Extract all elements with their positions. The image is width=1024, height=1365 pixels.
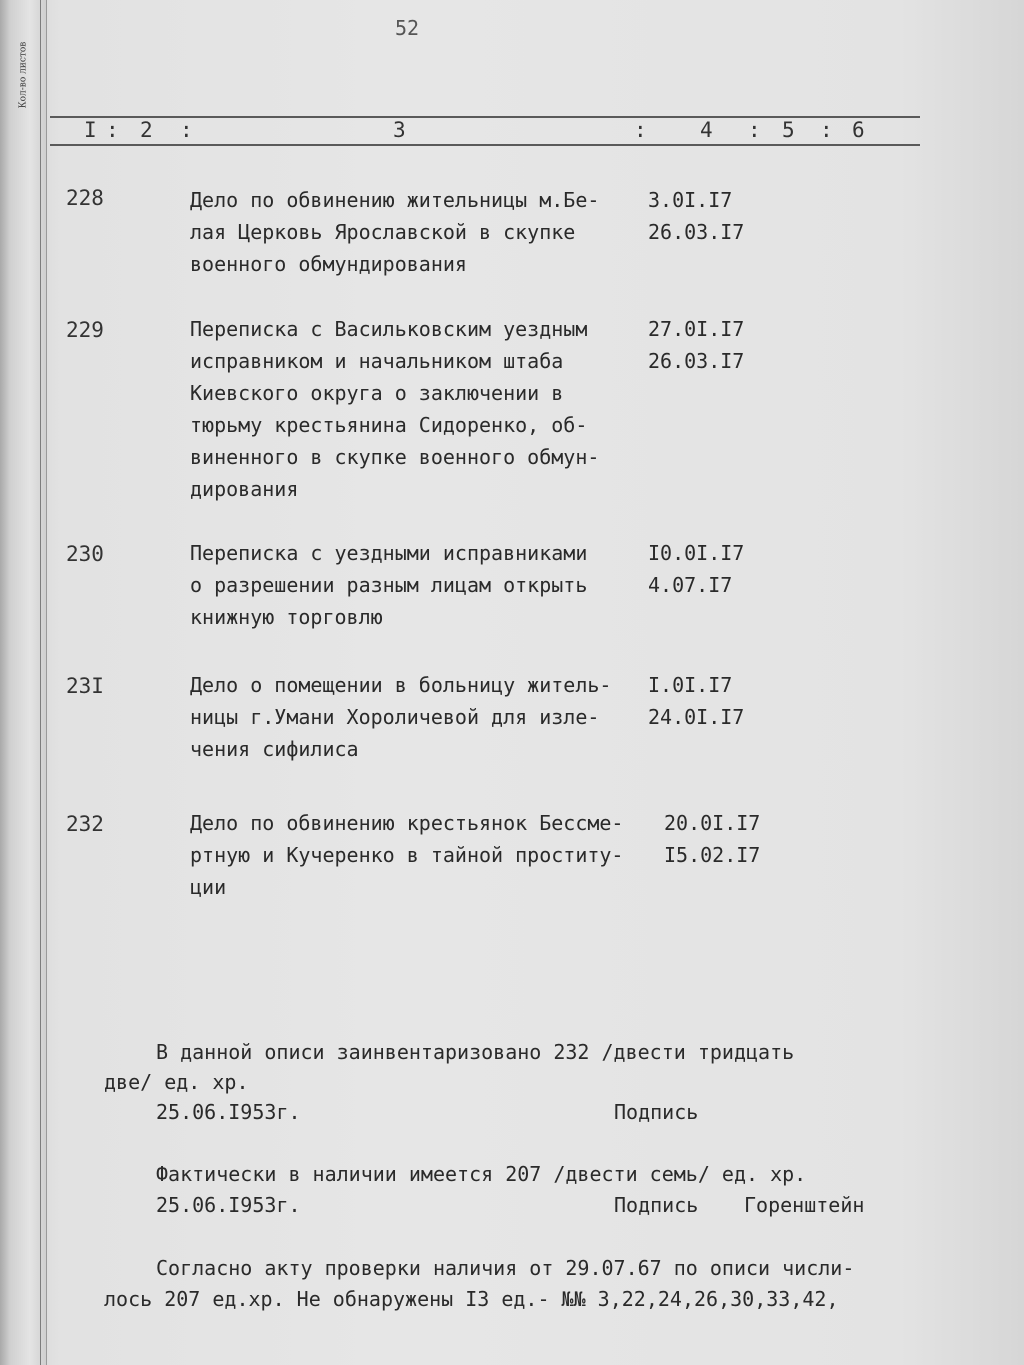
signature-label: Подпись (614, 1100, 699, 1124)
entry-dates (664, 807, 794, 871)
entry-title-line: чения сифилиса (190, 737, 359, 761)
signature-label: Подпись (614, 1193, 699, 1217)
entry-number: 228 (66, 186, 104, 210)
page-number: 52 (395, 16, 420, 40)
entry-dates (648, 184, 778, 248)
entry-number: 232 (66, 812, 104, 836)
binding-line (40, 0, 41, 1365)
entry-title-line: виненного в скупке военного обмун- (190, 445, 600, 469)
entry-date-start: 3.0I.I7 (648, 188, 733, 212)
entry-date-end: 26.03.I7 (648, 349, 745, 373)
column-4-header: 4 (700, 118, 713, 142)
binding-strip (0, 0, 47, 1365)
entry-title (190, 184, 640, 280)
entry-title-line: тюрьму крестьянина Сидоренко, об- (190, 413, 588, 437)
inventory-summary-line: две/ ед. хр. (104, 1070, 249, 1094)
inventory-date: 25.06.I953г. (156, 1100, 301, 1124)
entry-date-start: I0.0I.I7 (648, 541, 745, 565)
entry-date-start: 20.0I.I7 (664, 811, 761, 835)
column-separator: : (748, 118, 761, 142)
entry-title-line: лая Церковь Ярославской в скупке (190, 220, 576, 244)
entry-title-line: Дело по обвинению крестьянок Бессме- (190, 811, 624, 835)
entry-title-line: Дело о помещении в больницу житель- (190, 673, 612, 697)
entry-number: 230 (66, 542, 104, 566)
entry-title-line: Киевского округа о заключении в (190, 381, 564, 405)
entry-title-line: книжную торговлю (190, 605, 383, 629)
entry-date-start: 27.0I.I7 (648, 317, 745, 341)
column-separator: : (634, 118, 647, 142)
column-separator: : (180, 118, 193, 142)
entry-title (190, 807, 640, 903)
signer-name: Горенштейн (744, 1193, 865, 1217)
entry-title-line: о разрешении разным лицам открыть (190, 573, 588, 597)
entry-title-line: дирования (190, 477, 299, 501)
entry-title (190, 537, 640, 633)
entry-date-end: I5.02.I7 (664, 843, 761, 867)
column-separator: : (106, 118, 119, 142)
entry-date-end: 4.07.I7 (648, 573, 733, 597)
entry-title-line: Дело по обвинению жительницы м.Бе- (190, 188, 600, 212)
entry-title-line: военного обмундирования (190, 252, 467, 276)
entry-dates (648, 669, 778, 733)
entry-date-end: 24.0I.I7 (648, 705, 745, 729)
inventory-summary-line: В данной описи заинвентаризовано 232 /двести тридцать (156, 1040, 795, 1064)
entry-dates (648, 537, 778, 601)
column-3-header: 3 (393, 118, 406, 142)
entry-date-end: 26.03.I7 (648, 220, 745, 244)
entry-number: 23I (66, 674, 104, 698)
table-header-bottom-rule (50, 144, 920, 146)
entry-title-line: ницы г.Умани Хороличевой для изле- (190, 705, 600, 729)
entry-title-line: ртную и Кучеренко в тайной проститу- (190, 843, 624, 867)
column-separator: : (820, 118, 833, 142)
actual-count-line: Фактически в наличии имеется 207 /двести семь/ ед. хр. (156, 1162, 807, 1186)
entry-title-line: Переписка с уездными исправниками (190, 541, 588, 565)
entry-title-line: ции (190, 875, 227, 899)
entry-number: 229 (66, 318, 104, 342)
column-6-header: 6 (852, 118, 865, 142)
entry-title-line: исправником и начальником штаба (190, 349, 564, 373)
entry-date-start: I.0I.I7 (648, 673, 733, 697)
entry-title-line: Переписка с Васильковским уездным (190, 317, 588, 341)
entry-title (190, 313, 640, 505)
entry-dates (648, 313, 778, 377)
actual-count-date: 25.06.I953г. (156, 1193, 301, 1217)
check-act-line: Согласно акту проверки наличия от 29.07.67 по описи числи- (156, 1256, 855, 1280)
binding-label: Кол-во листов (18, 41, 28, 109)
check-act-line: лось 207 ед.хр. Не обнаружены I3 ед.- №№ 3,22,24,26,30,33,42, (104, 1287, 839, 1311)
column-5-header: 5 (782, 118, 795, 142)
entry-title (190, 669, 640, 765)
column-2-header: 2 (140, 118, 153, 142)
column-1-header: I (84, 118, 97, 142)
